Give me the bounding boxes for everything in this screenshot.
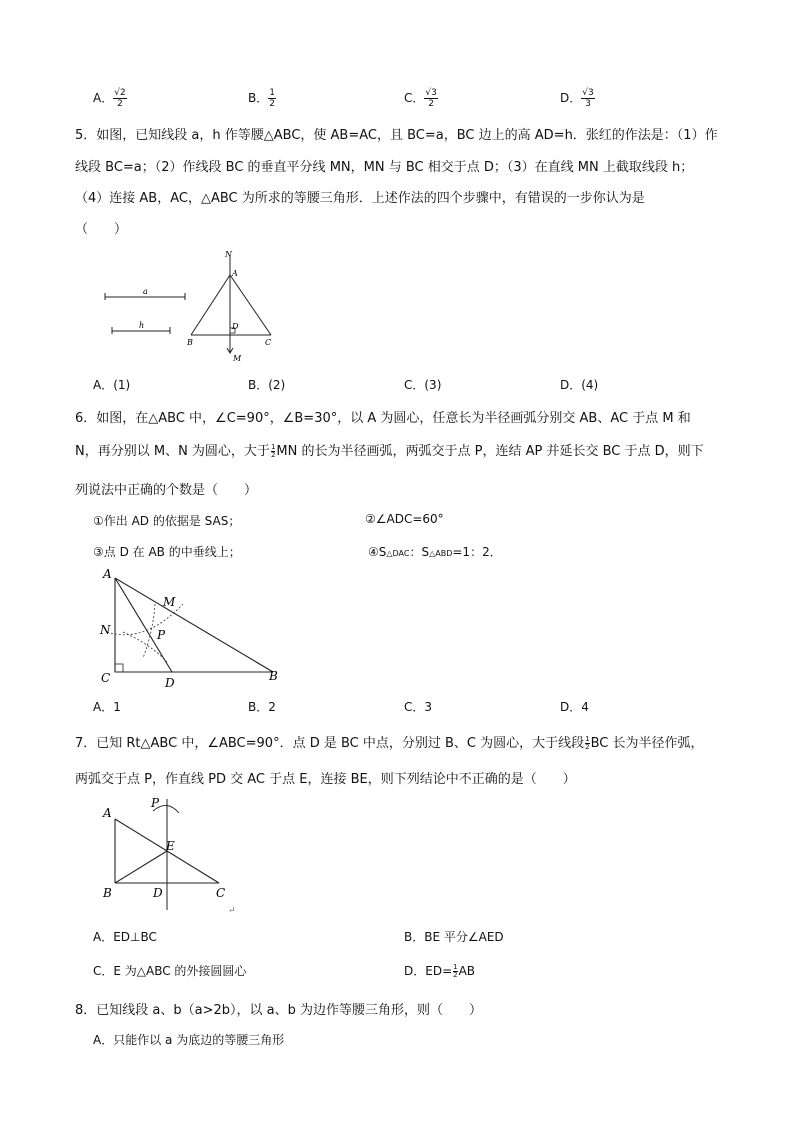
q5-figure <box>95 245 295 370</box>
q4-option-a: A． $\frac{√2}{2}$ <box>93 88 126 109</box>
q7-stem-line-2: 两弧交于点 P，作直线 PD 交 AC 于点 E，连接 BE，则下列结论中不正确的是（ ） <box>75 772 576 787</box>
q7-label-d: D <box>153 886 163 900</box>
q5-stem-line-1: 5．如图，已知线段 a，h 作等腰△ABC，使 AB=AC，且 BC=a，BC 边上的高 AD=h．张红的作法是：（1）作 <box>75 128 718 143</box>
q7-return-mark: ↵ <box>228 906 236 916</box>
q7-option-d: D．ED= $\frac{1}{2}AB$ <box>404 963 476 979</box>
q5-label-c: C <box>265 338 272 347</box>
q5-label-h: h <box>139 321 145 330</box>
q5-option-b: B．(2) <box>248 378 286 392</box>
q7-option-c: C．E 为△ABC 的外接圆圆心 <box>93 964 247 978</box>
q6-label-a: A <box>103 567 112 581</box>
q6-side-ab <box>115 578 273 672</box>
q6-arc-m <box>143 604 155 658</box>
q5-stem-line-2: 线段 BC=a；（2）作线段 BC 的垂直平分线 MN，MN 与 BC 相交于点 D；（3）在直线 MN 上截取线段 h； <box>75 160 694 175</box>
q5-option-c: C．(3) <box>404 378 442 392</box>
q6-label-d: D <box>165 676 175 690</box>
q6-statement-4: ④S△DAC：S△ABD=1：2． <box>368 545 502 559</box>
q6-stem-line-3: 列说法中正确的个数是（ ） <box>75 483 258 498</box>
q5-option-d: D．(4) <box>560 378 599 392</box>
q6-label-b: B <box>269 669 278 683</box>
q4-option-b: B． $\frac{1}{2}$ <box>248 88 275 109</box>
q6-statement-3: ③点 D 在 AB 的中垂线上； <box>93 545 241 559</box>
q6-statement-1: ①作出 AD 的依据是 SAS； <box>93 514 241 528</box>
q6-option-b: B．2 <box>248 700 276 714</box>
q6-option-d: D．4 <box>560 700 589 714</box>
q4-option-c: C． $\frac{√3}{2}$ <box>404 88 437 109</box>
q7-label-b: B <box>103 886 112 900</box>
q5-label-a: a <box>143 287 148 296</box>
q5-label-b: B <box>187 338 193 347</box>
q7-option-b: B．BE 平分∠AED <box>404 930 504 944</box>
q5-stem-line-4: （ ） <box>75 222 128 237</box>
q6-label-m: M <box>163 595 176 609</box>
q7-option-a: A．ED⊥BC <box>93 930 157 944</box>
q6-label-p: P <box>157 628 166 642</box>
q6-label-c: C <box>101 671 111 685</box>
q7-stem-line-1: 7．已知 Rt△ABC 中，∠ABC=90°．点 D 是 BC 中点，分别过 B、C 为圆心，大于线段 $\frac{1}{2}BC$ 长为半径作弧， <box>75 735 704 751</box>
q6-label-n: N <box>100 623 111 637</box>
q5-option-a: A．(1) <box>93 378 131 392</box>
q7-label-e: E <box>166 839 175 853</box>
q5-label-n: N <box>225 250 232 259</box>
q5-stem-line-3: （4）连接 AB，AC，△ABC 为所求的等腰三角形．上述作法的四个步骤中，有错误的一步你认为是 <box>75 191 645 206</box>
q7-figure <box>95 795 245 920</box>
q6-figure <box>95 562 295 692</box>
q4-option-d: D． $\frac{√3}{3}$ <box>560 88 594 109</box>
q7-label-p: P <box>151 796 160 810</box>
q7-segment-be <box>115 851 167 883</box>
q5-label-m: M <box>233 354 242 363</box>
q8-stem-line-1: 8．已知线段 a、b（a>2b），以 a、b 为边作等腰三角形，则（ ） <box>75 1003 482 1018</box>
q7-label-c: C <box>216 886 226 900</box>
q5-label-a-pt: A <box>232 269 238 278</box>
q7-label-a: A <box>103 806 112 820</box>
q6-option-c: C．3 <box>404 700 433 714</box>
q8-option-a: A．只能作以 a 为底边的等腰三角形 <box>93 1033 285 1047</box>
q5-side-ab <box>191 275 230 335</box>
q6-stem-line-2: N，再分别以 M、N 为圆心，大于 $\frac{1}{2}MN$ 的长为半径画弧，两弧交于点 P，连结 AP 并延长交 BC 于点 D，则下 <box>75 443 704 459</box>
q6-statement-2: ②∠ADC=60° <box>365 512 444 526</box>
q5-label-d: D <box>232 322 239 331</box>
q6-stem-line-1: 6．如图，在△ABC 中，∠C=90°，∠B=30°，以 A 为圆心，任意长为半径画弧分别交 AB、AC 于点 M 和 <box>75 411 691 426</box>
q6-option-a: A．1 <box>93 700 121 714</box>
